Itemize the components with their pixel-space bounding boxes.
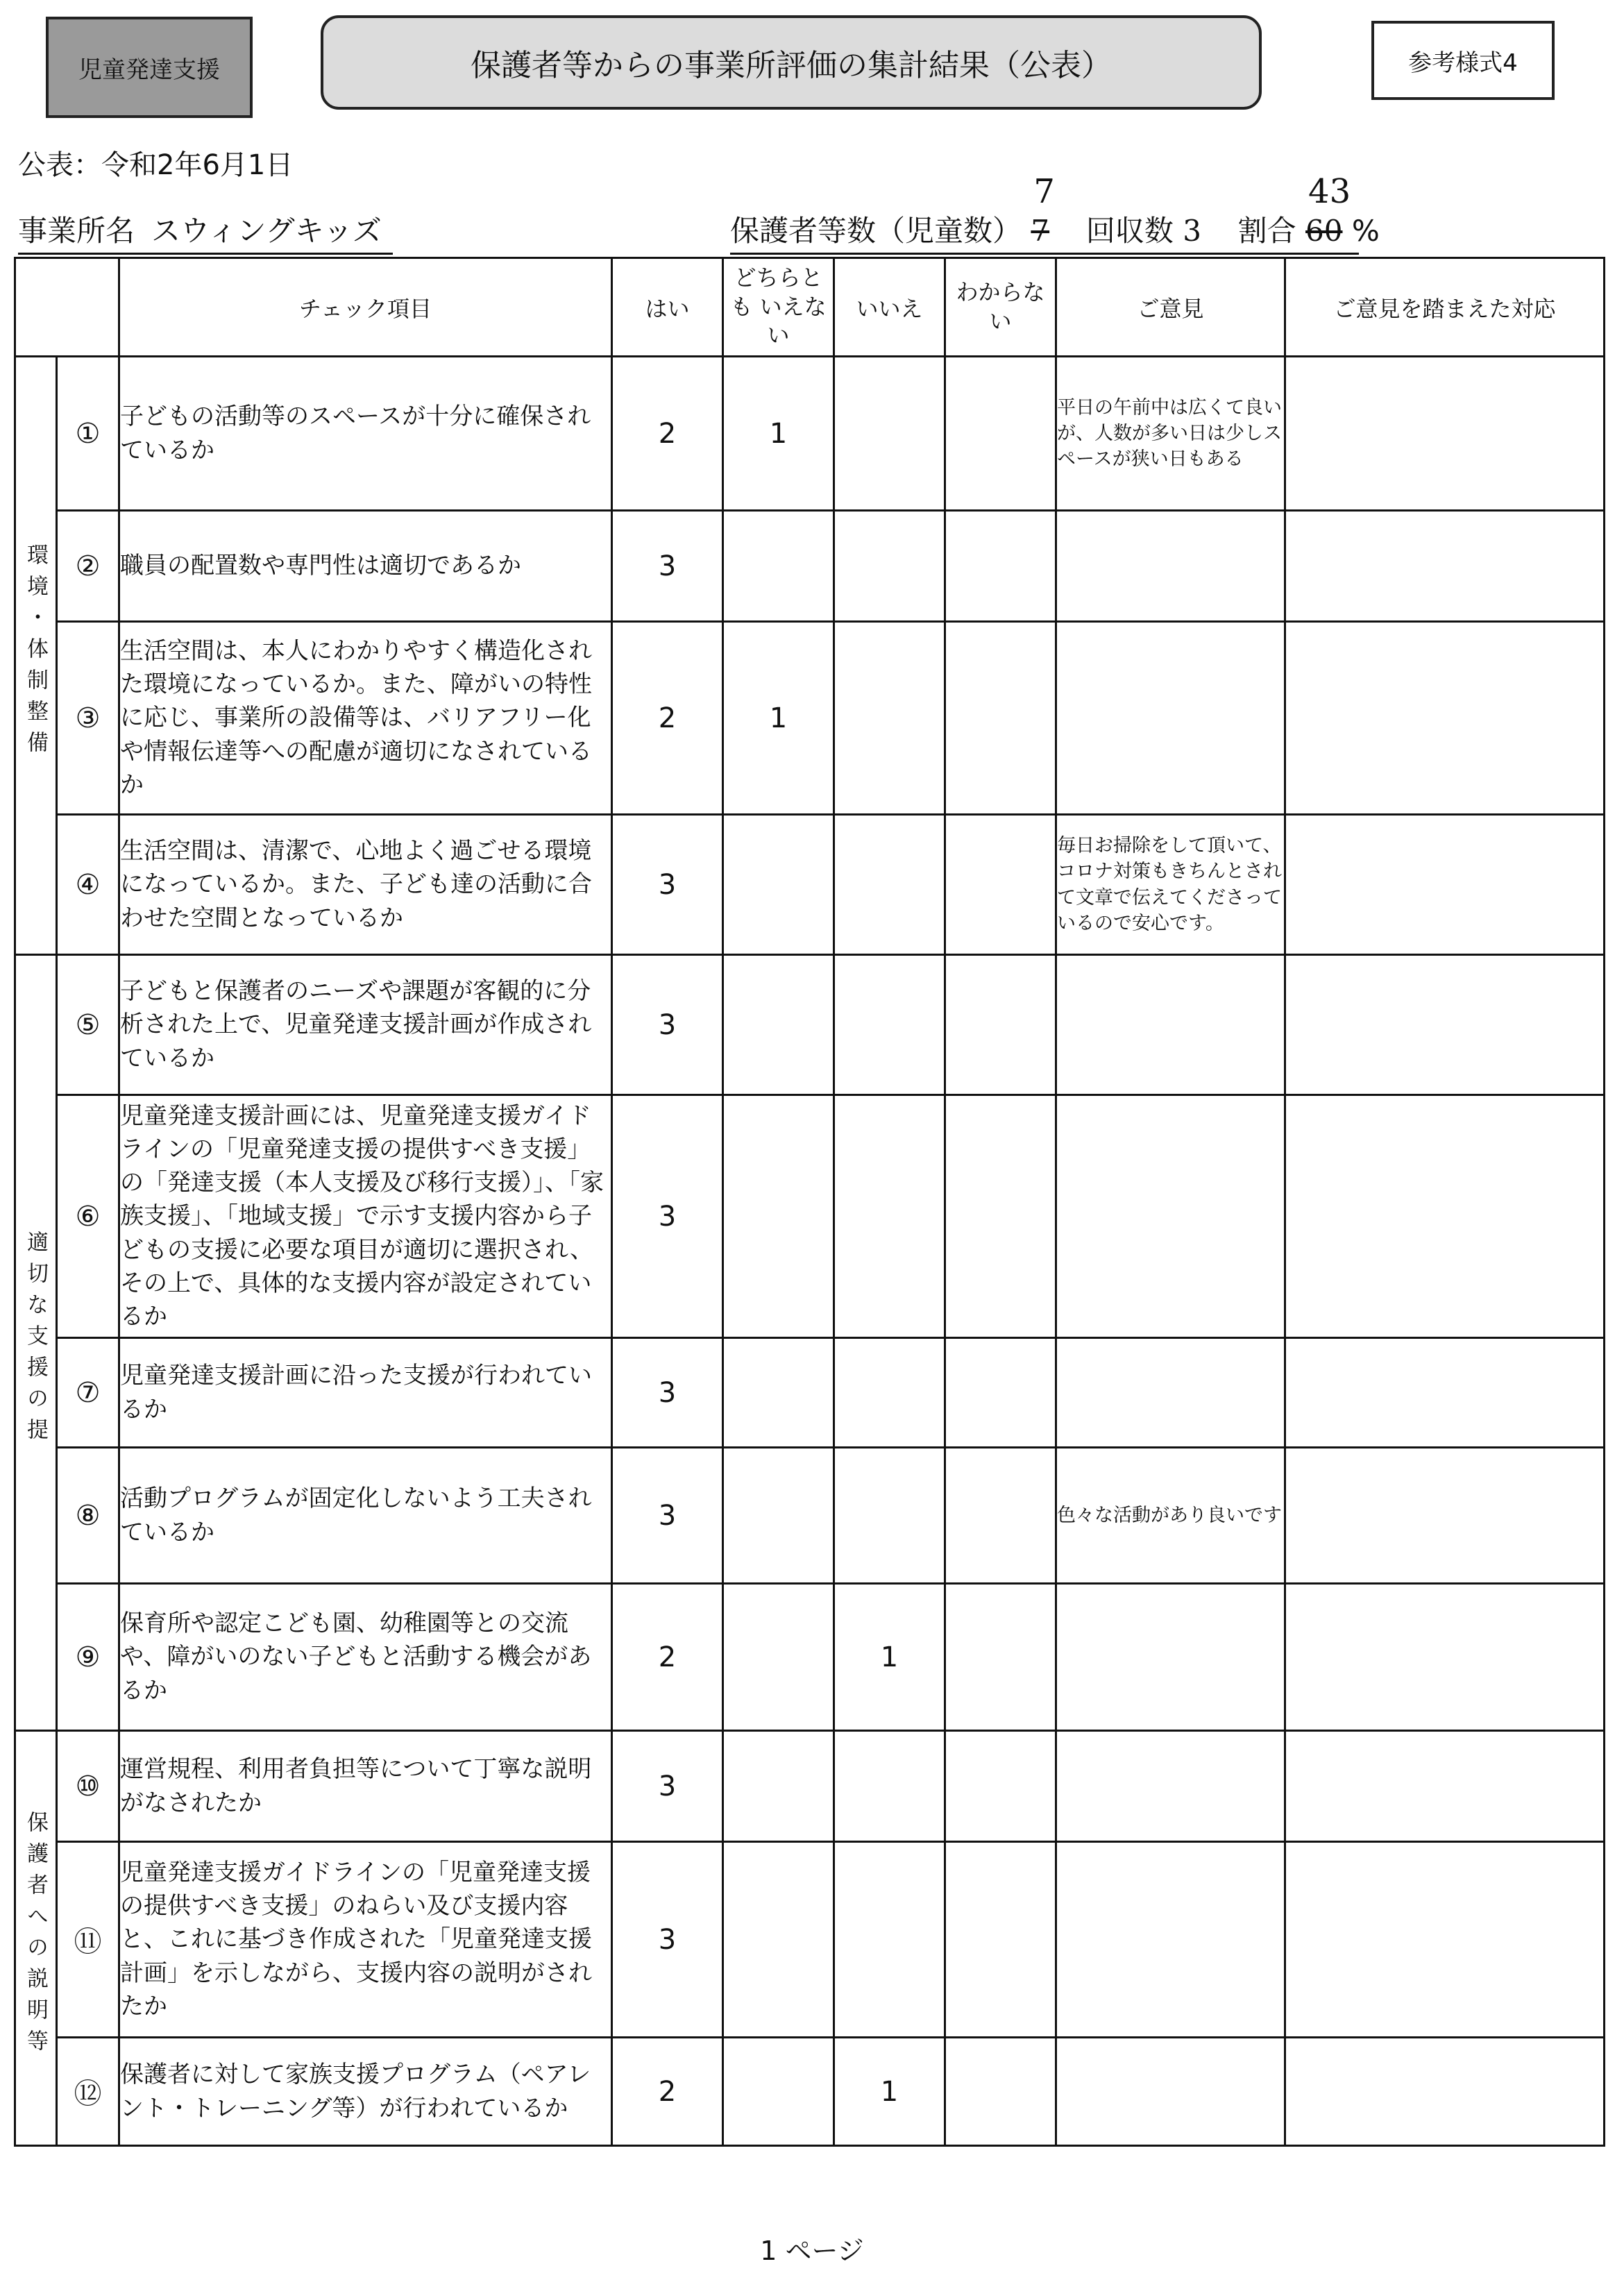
unknown-count (945, 1842, 1056, 2038)
no-count (834, 815, 945, 955)
neither-count (723, 511, 834, 622)
yes-count: 2 (612, 622, 723, 815)
opinion-text (1056, 622, 1285, 815)
table-row (15, 1731, 1605, 1842)
category-text: 環境・体制整備 (23, 543, 48, 762)
no-count (834, 622, 945, 815)
response-text (1285, 955, 1605, 1095)
opinion-text: 色々な活動があり良いです (1056, 1448, 1285, 1584)
category-label (15, 1731, 57, 2146)
opinion-text (1056, 1584, 1285, 1731)
response-text (1285, 1338, 1605, 1448)
neither-count (723, 1095, 834, 1338)
table-row (15, 815, 1605, 955)
response-text (1285, 1842, 1605, 2038)
item-number: ⑨ (57, 1584, 119, 1731)
opinion-text (1056, 955, 1285, 1095)
yes-count: 2 (612, 357, 723, 511)
item-number: ⑪ (57, 1842, 119, 2038)
opinion-text (1056, 1731, 1285, 1842)
check-item-text: 生活空間は、清潔で、心地よく過ごせる環境になっているか。また、子ども達の活動に合わせた空間となっているか (119, 815, 612, 955)
category-text: 適切な支援の提 (23, 1231, 48, 1449)
table-row (15, 622, 1605, 815)
opinion-text (1056, 1842, 1285, 2038)
response-text (1285, 2038, 1605, 2146)
table-row (15, 955, 1605, 1095)
collected-count: 3 (1183, 214, 1201, 248)
publish-date: 公表：令和2年6月1日 (18, 149, 294, 181)
no-count: 1 (834, 1584, 945, 1731)
no-count (834, 1448, 945, 1584)
neither-count (723, 1338, 834, 1448)
check-item-text: 保育所や認定こども園、幼稚園等との交流や、障がいのない子どもと活動する機会があるか (119, 1584, 612, 1731)
category-text: 保護者への説明等 (23, 1810, 48, 2061)
yes-count: 3 (612, 1338, 723, 1448)
header-opinion: ご意見 (1056, 258, 1285, 357)
header-unknown: わからな い (945, 258, 1056, 357)
no-count (834, 1095, 945, 1338)
category-tag: 児童発達支援 (46, 17, 253, 118)
table-header-row (15, 258, 1605, 357)
neither-count: 1 (723, 622, 834, 815)
yes-count: 3 (612, 1448, 723, 1584)
check-item-text: 児童発達支援計画には、児童発達支援ガイドラインの「児童発達支援の提供すべき支援」の「発達支援（本人支援及び移行支援）」、「家族支援」、「地域支援」で示す支援内容から子どもの支援に必要な項目が適切に選択され、その上で、具体的な支援内容が設定されているか (119, 1095, 612, 1338)
form-reference: 参考様式4 (1371, 21, 1555, 100)
item-number: ⑥ (57, 1095, 119, 1338)
unknown-count (945, 1731, 1056, 1842)
table-row (15, 2038, 1605, 2146)
response-text (1285, 357, 1605, 511)
table-row (15, 1338, 1605, 1448)
table-row (15, 511, 1605, 622)
opinion-text (1056, 2038, 1285, 2146)
response-text (1285, 511, 1605, 622)
guardians-count-corrected: 7 (1033, 172, 1055, 211)
opinion-text (1056, 511, 1285, 622)
yes-count: 2 (612, 2038, 723, 2146)
yes-count: 2 (612, 1584, 723, 1731)
office-name-line (18, 208, 393, 255)
yes-count: 3 (612, 1842, 723, 2038)
neither-count (723, 1842, 834, 2038)
neither-count (723, 2038, 834, 2146)
response-text (1285, 1095, 1605, 1338)
unknown-count (945, 1584, 1056, 1731)
no-count (834, 1338, 945, 1448)
neither-count: 1 (723, 357, 834, 511)
neither-count (723, 1584, 834, 1731)
ratio-value-corrected: 43 (1308, 172, 1351, 211)
unknown-count (945, 1448, 1056, 1584)
table-row (15, 1448, 1605, 1584)
unknown-count (945, 1095, 1056, 1338)
office-label: 事業所名 (18, 214, 135, 248)
guardians-count (1031, 172, 1058, 248)
response-text (1285, 1584, 1605, 1731)
unknown-count (945, 955, 1056, 1095)
ratio-unit: % (1351, 214, 1380, 248)
no-count: 1 (834, 2038, 945, 2146)
check-item-text: 職員の配置数や専門性は適切であるか (119, 511, 612, 622)
header-check-item: チェック項目 (119, 258, 612, 357)
item-number: ⑧ (57, 1448, 119, 1584)
office-name: スウィングキッズ (151, 214, 382, 248)
check-item-text: 児童発達支援計画に沿った支援が行われているか (119, 1338, 612, 1448)
item-number: ⑩ (57, 1731, 119, 1842)
collected-label: 回収数 (1085, 214, 1174, 248)
check-item-text: 運営規程、利用者負担等について丁寧な説明がなされたか (119, 1731, 612, 1842)
header-blank (15, 258, 119, 357)
unknown-count (945, 1338, 1056, 1448)
evaluation-table (14, 257, 1605, 2147)
response-text (1285, 815, 1605, 955)
header-neither: どちらとも いえない (723, 258, 834, 357)
ratio-value (1305, 172, 1352, 248)
neither-count (723, 815, 834, 955)
response-text (1285, 1731, 1605, 1842)
neither-count (723, 1731, 834, 1842)
table-row (15, 357, 1605, 511)
category-label (15, 955, 57, 1731)
item-number: ③ (57, 622, 119, 815)
neither-count (723, 1448, 834, 1584)
item-number: ⑦ (57, 1338, 119, 1448)
no-count (834, 955, 945, 1095)
opinion-text: 平日の午前中は広くて良いが、人数が多い日は少しスペースが狭い日もある (1056, 357, 1285, 511)
response-text (1285, 622, 1605, 815)
unknown-count (945, 2038, 1056, 2146)
header-yes: はい (612, 258, 723, 357)
page-title: 保護者等からの事業所評価の集計結果（公表） (321, 15, 1262, 110)
unknown-count (945, 357, 1056, 511)
check-item-text: 生活空間は、本人にわかりやすく構造化された環境になっているか。また、障がいの特性に応じ、事業所の設備等は、バリアフリー化や情報伝達等への配慮が適切になされているか (119, 622, 612, 815)
header-response: ご意見を踏まえた対応 (1285, 258, 1605, 357)
check-item-text: 子どもと保護者のニーズや課題が客観的に分析された上で、児童発達支援計画が作成されているか (119, 955, 612, 1095)
yes-count: 3 (612, 955, 723, 1095)
item-number: ② (57, 511, 119, 622)
table-row (15, 1584, 1605, 1731)
response-counts (730, 172, 1380, 255)
no-count (834, 1842, 945, 2038)
check-item-text: 活動プログラムが固定化しないよう工夫されているか (119, 1448, 612, 1584)
table-row (15, 1842, 1605, 2038)
guardians-label: 保護者等数（児童数） (730, 214, 1022, 248)
unknown-count (945, 815, 1056, 955)
opinion-text (1056, 1338, 1285, 1448)
ratio-label: 割合 (1237, 214, 1296, 248)
opinion-text: 毎日お掃除をして頂いて、コロナ対策もきちんとされて文章で伝えてくださっているので安心です。 (1056, 815, 1285, 955)
header-no: いいえ (834, 258, 945, 357)
category-label (15, 357, 57, 955)
ratio-value-original: 60 (1305, 214, 1343, 248)
yes-count: 3 (612, 1731, 723, 1842)
yes-count: 3 (612, 1095, 723, 1338)
item-number: ⑤ (57, 955, 119, 1095)
page-number: 1 ページ (760, 2236, 864, 2266)
check-item-text: 保護者に対して家族支援プログラム（ペアレント・トレーニング等）が行われているか (119, 2038, 612, 2146)
response-text (1285, 1448, 1605, 1584)
neither-count (723, 955, 834, 1095)
yes-count: 3 (612, 815, 723, 955)
yes-count: 3 (612, 511, 723, 622)
guardians-count-original: 7 (1031, 214, 1050, 248)
no-count (834, 357, 945, 511)
check-item-text: 子どもの活動等のスペースが十分に確保されているか (119, 357, 612, 511)
item-number: ④ (57, 815, 119, 955)
table-row (15, 1095, 1605, 1338)
item-number: ⑫ (57, 2038, 119, 2146)
unknown-count (945, 622, 1056, 815)
no-count (834, 1731, 945, 1842)
opinion-text (1056, 1095, 1285, 1338)
check-item-text: 児童発達支援ガイドラインの「児童発達支援の提供すべき支援」のねらい及び支援内容と、これに基づき作成された「児童発達支援計画」を示しながら、支援内容の説明がされたか (119, 1842, 612, 2038)
item-number: ① (57, 357, 119, 511)
unknown-count (945, 511, 1056, 622)
no-count (834, 511, 945, 622)
